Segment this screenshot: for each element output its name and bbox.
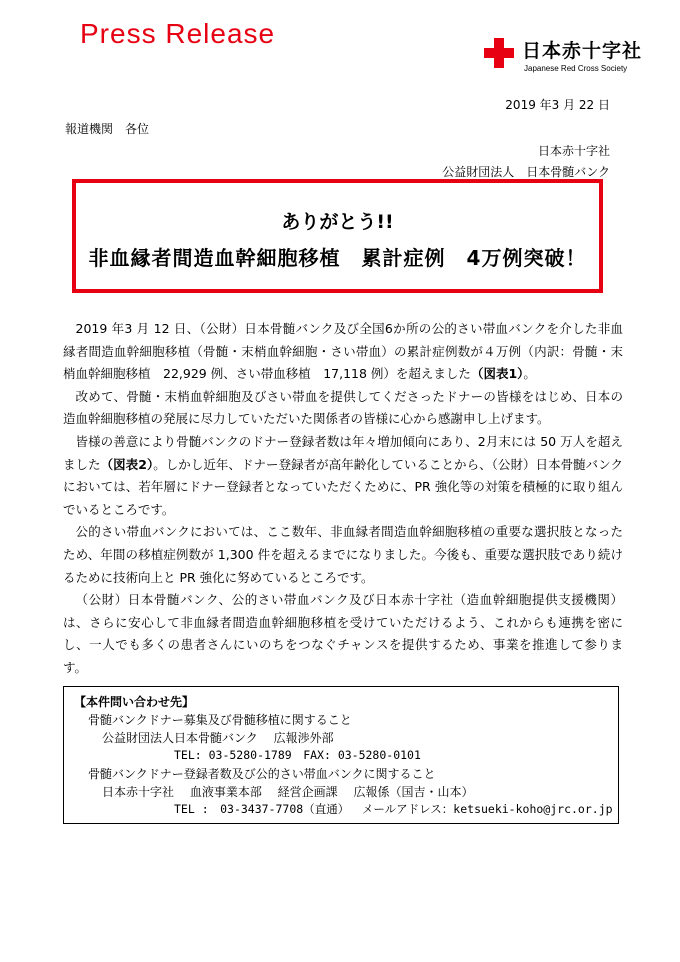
contact-b-subject: 骨髄バンクドナー登録者数及び公的さい帯血バンクに関すること	[88, 767, 436, 781]
paragraph-3: 皆様の善意により骨髄バンクのドナー登録者数は年々増加傾向にあり、2月末には 50 万人を超えました（図表2）。しかし近年、ドナー登録者が高年齢化していることから、（公財）日本骨髄バンクにおいては、若年層にドナー登録者となっていただくために、PR 強化等の対策を積極的に取り組んでいるところです。	[63, 433, 623, 517]
addressee: 報道機関 各位	[65, 122, 150, 136]
paragraph-4: 公的さい帯血バンクにおいては、ここ数年、非血縁者間造血幹細胞移植の重要な選択肢となったため、年間の移植症例数が 1,300 件を超えるまでになりました。今後も、重要な選択肢であり続けるために技術向上と PR 強化に努めているところです。	[63, 524, 623, 585]
contact-a-org: 公益財団法人日本骨髄バンク 広報渉外部	[102, 731, 334, 745]
logo-english: Japanese Red Cross Society	[524, 64, 628, 73]
issuer-jmdp: 公益財団法人 日本骨髄バンク	[442, 165, 610, 179]
contact-title: 【本件問い合わせ先】	[74, 695, 195, 709]
contact-b-tel: TEL : 03-3437-7708（直通） メールアドレス：ketsueki-koho@jrc.or.jp	[174, 802, 613, 816]
press-release-title: Press Release	[80, 18, 276, 49]
paragraph-2: 改めて、骨髄・末梢血幹細胞及びさい帯血を提供してくださったドナーの皆様をはじめ、日本の造血幹細胞移植の発展に尽力していただいた関係者の皆様に心から感謝申し上げます。	[63, 388, 623, 427]
release-date: 2019 年3 月 22 日	[505, 98, 610, 112]
body-text	[63, 318, 623, 680]
headline-line-2: 非血縁者間造血幹細胞移植 累計症例 4万例突破！	[88, 246, 587, 270]
red-cross-icon	[484, 38, 514, 68]
paragraph-5: （公財）日本骨髄バンク、公的さい帯血バンク及び日本赤十字社（造血幹細胞提供支援機関）は、さらに安心して非血縁者間造血幹細胞移植を受けていただけるよう、これからも連携を密にし、一人でも多くの患者さんにいのちをつなぐチャンスを提供するため、事業を推進して参ります。	[63, 592, 623, 675]
issuer-jrc: 日本赤十字社	[537, 144, 610, 158]
contact-box	[63, 686, 619, 824]
contact-a-subject: 骨髄バンクドナー募集及び骨髄移植に関すること	[88, 713, 352, 727]
contact-a-tel: TEL: 03-5280-1789 FAX: 03-5280-0101	[174, 748, 421, 762]
contact-b-org: 日本赤十字社 血液事業本部 経営企画課 広報係（国吉・山本）	[102, 785, 474, 799]
jrc-logo	[484, 30, 654, 80]
logo-japanese: 日本赤十字社	[522, 40, 643, 62]
headline-box	[72, 179, 603, 293]
headline-line-1: ありがとう!!	[281, 211, 394, 233]
paragraph-1: 2019 年3 月 12 日、（公財）日本骨髄バンク及び全国6か所の公的さい帯血バンクを介した非血縁者間造血幹細胞移植（骨髄・末梢血幹細胞・さい帯血）の累計症例数が４万例（内訳：骨髄・末梢血幹細胞移植 22,929 例、さい帯血移植 17,118 例）を超えました（図表1）。	[63, 321, 623, 382]
